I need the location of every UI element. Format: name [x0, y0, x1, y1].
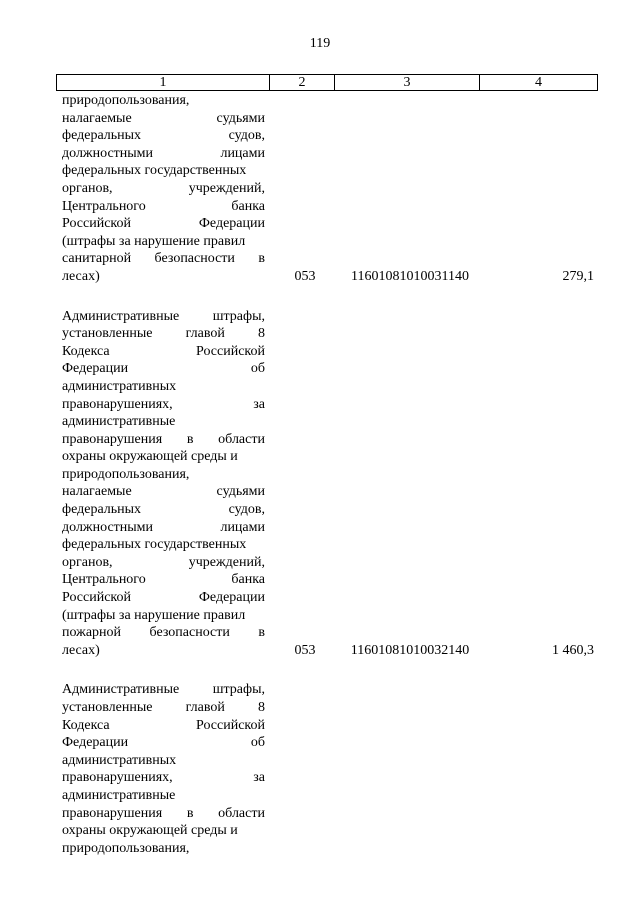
description-word: федеральных: [62, 502, 142, 518]
description-word: в: [258, 625, 265, 641]
description-word: главой: [185, 700, 225, 715]
description-word: судов,: [228, 128, 265, 144]
description-word: Российской: [196, 343, 265, 359]
description-word: (штрафы за нарушение правил: [62, 233, 246, 249]
description-line: [62, 822, 265, 840]
column-header-1: 1: [57, 75, 270, 91]
description-line: [62, 343, 265, 361]
description-line: [62, 145, 265, 163]
description-word: Российской: [62, 216, 131, 232]
description-line: [62, 519, 265, 537]
description-word: области: [218, 431, 265, 447]
description-word: за: [253, 396, 265, 412]
admin-code: 053: [294, 642, 316, 658]
description-word: федеральных: [62, 128, 142, 144]
description-word: федеральных государственных: [62, 163, 247, 179]
description-word: Кодекса: [62, 343, 110, 359]
description-word: должностными: [62, 145, 154, 161]
description-word: Федерации: [198, 590, 265, 606]
description-word: за: [253, 770, 265, 786]
description-word: природопользования,: [62, 840, 190, 856]
description-line: [62, 589, 265, 607]
description-word: банка: [231, 572, 265, 588]
description-word: правонарушения: [62, 431, 163, 447]
description-word: лицами: [220, 145, 265, 161]
description-line: [62, 642, 265, 660]
description-line: [62, 308, 265, 326]
description-word: органов,: [62, 180, 113, 196]
column-header-4: 4: [480, 75, 598, 91]
description-line: [62, 734, 265, 752]
description-line: [62, 233, 265, 251]
description-line: [62, 396, 265, 414]
description-line: [62, 571, 265, 589]
description-word: штрафы,: [212, 308, 265, 324]
description-line: [62, 215, 265, 233]
column-header-3: 3: [335, 75, 480, 91]
description-word: об: [250, 735, 265, 751]
description-line: [62, 250, 265, 268]
row-description: [62, 681, 265, 857]
description-word: Российской: [62, 590, 131, 606]
description-word: Федерации: [198, 216, 265, 232]
description-word: санитарной: [62, 251, 132, 267]
description-word: Административные: [62, 682, 180, 698]
description-word: административных: [62, 752, 177, 768]
description-word: органов,: [62, 554, 113, 570]
description-word: безопасности: [149, 625, 230, 641]
description-word: Российской: [196, 717, 265, 733]
budget-classification-code: 11601081010032140: [350, 642, 470, 658]
description-word: лесах): [62, 268, 100, 284]
description-word: судьями: [216, 110, 265, 126]
table-row: [0, 308, 640, 660]
description-word: пожарной: [62, 625, 122, 641]
description-word: главой: [185, 326, 225, 342]
description-word: правонарушениях,: [62, 770, 173, 786]
description-word: правонарушениях,: [62, 396, 173, 412]
description-line: [62, 431, 265, 449]
description-line: [62, 325, 265, 343]
description-word: охраны окружающей среды и: [62, 449, 238, 465]
description-line: [62, 769, 265, 787]
description-line: [62, 554, 265, 572]
description-word: безопасности: [154, 251, 235, 267]
description-word: должностными: [62, 519, 154, 535]
description-line: [62, 681, 265, 699]
description-line: [62, 110, 265, 128]
description-word: административных: [62, 378, 177, 394]
amount: 1 460,3: [552, 642, 594, 658]
description-word: установленные: [62, 700, 153, 715]
description-word: природопользования,: [62, 466, 190, 482]
description-line: [62, 536, 265, 554]
description-line: [62, 717, 265, 735]
description-word: учреждений,: [188, 554, 265, 570]
description-word: об: [250, 361, 265, 377]
description-word: области: [218, 805, 265, 821]
description-word: административные: [62, 414, 176, 430]
description-word: правонарушения: [62, 805, 163, 821]
description-word: в: [186, 431, 194, 447]
description-line: [62, 501, 265, 519]
description-word: лесах): [62, 642, 100, 658]
description-line: [62, 699, 265, 717]
description-line: [62, 448, 265, 466]
column-header-2: 2: [270, 75, 335, 91]
description-line: [62, 360, 265, 378]
description-line: [62, 607, 265, 625]
description-word: (штрафы за нарушение правил: [62, 607, 246, 623]
description-word: федеральных государственных: [62, 537, 247, 553]
description-word: Административные: [62, 308, 180, 324]
description-line: [62, 92, 265, 110]
row-description: [62, 308, 265, 660]
description-line: [62, 413, 265, 431]
description-line: [62, 180, 265, 198]
description-word: Центрального: [62, 572, 146, 588]
table-row: [0, 681, 640, 857]
table-body: [0, 92, 640, 857]
description-word: налагаемые: [62, 110, 132, 126]
description-word: в: [258, 251, 265, 267]
description-word: в: [186, 805, 194, 821]
description-word: Федерации: [62, 735, 129, 751]
description-word: судов,: [228, 502, 265, 518]
description-line: [62, 378, 265, 396]
description-word: налагаемые: [62, 484, 132, 500]
row-description: [62, 92, 265, 286]
description-word: Центрального: [62, 198, 146, 214]
table-row: [0, 92, 640, 286]
description-word: лицами: [220, 519, 265, 535]
description-line: [62, 805, 265, 823]
description-word: судьями: [216, 484, 265, 500]
description-line: [62, 787, 265, 805]
budget-classification-code: 11601081010031140: [351, 268, 469, 284]
description-word: 8: [257, 326, 265, 342]
description-word: установленные: [62, 326, 153, 342]
description-line: [62, 752, 265, 770]
description-word: охраны окружающей среды и: [62, 823, 238, 839]
admin-code: 053: [294, 268, 316, 284]
description-word: Кодекса: [62, 717, 110, 733]
page-number: 119: [309, 36, 331, 51]
amount: 279,1: [562, 268, 594, 284]
column-header-row: [57, 75, 598, 91]
description-line: [62, 840, 265, 858]
description-word: штрафы,: [212, 682, 265, 698]
description-line: [62, 483, 265, 501]
description-word: банка: [231, 198, 265, 214]
description-word: природопользования,: [62, 93, 190, 108]
column-header-table: [56, 74, 598, 91]
description-line: [62, 162, 265, 180]
description-word: 8: [257, 700, 265, 715]
description-line: [62, 466, 265, 484]
description-line: [62, 198, 265, 216]
description-line: [62, 127, 265, 145]
description-line: [62, 268, 265, 286]
description-word: Федерации: [62, 361, 129, 377]
description-word: административные: [62, 787, 176, 803]
description-word: учреждений,: [188, 180, 265, 196]
description-line: [62, 624, 265, 642]
